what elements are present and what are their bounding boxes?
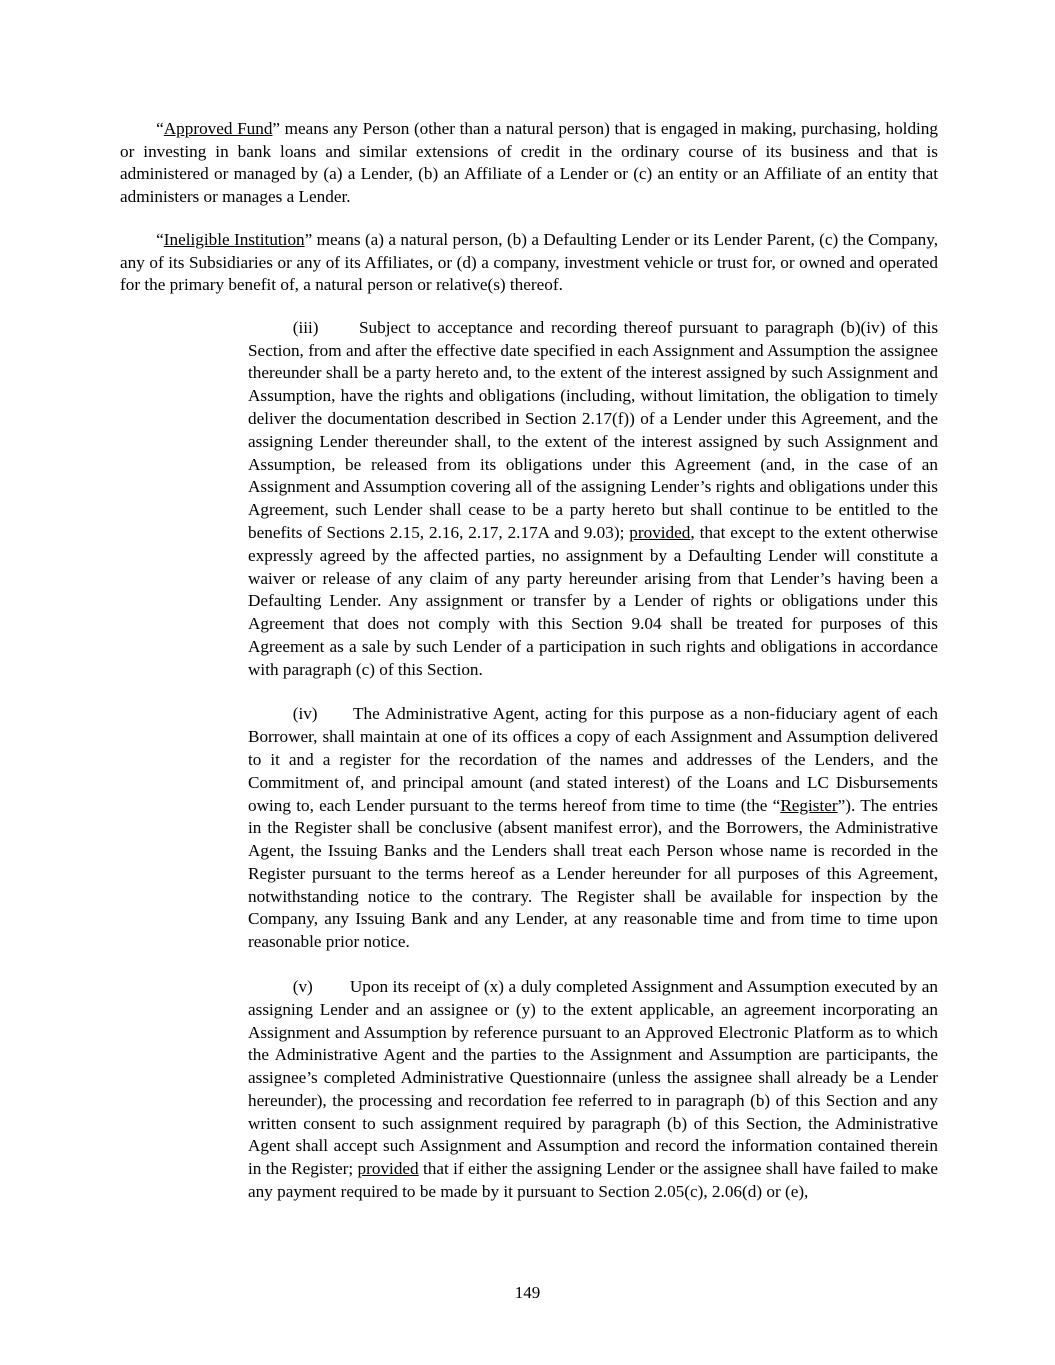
clause-marker-iv: (iv) xyxy=(292,704,318,724)
clause-v-seg-2: that if either the assigning Lender or the assignee shall have failed to make any payment required to be made by it pursuant to Section 2.05(c), 2.06(d) or (e), xyxy=(248,1159,939,1202)
quote-close: ” xyxy=(272,119,281,138)
page-body xyxy=(120,118,938,1226)
defined-term-ineligible-institution: Ineligible Institution xyxy=(163,229,305,249)
clause-v-seg-0: Upon its receipt of (x) a duly completed Assignment and Assumption executed by an assigning Lender and an assignee or (y) to the extent applicable, an agreement incorporating an Assignment and Assumption by reference pursuant to an Approved Electronic Platform as to which the Administrative Agent and the parties to the Assignment and Assumption are participants, the assignee’s completed Administrative Questionnaire (unless the assignee shall already be a Lender hereunder), the processing and recordation fee referred to in paragraph (b) of this Section and any written consent to such assignment required by paragraph (b) of this Section, the Administrative Agent shall accept such Assignment and Assumption and record the information contained therein in the Register; xyxy=(248,977,939,1179)
clause-iv-seg-2: ”). The entries in the Register shall be conclusive (absent manifest error), and the Borrowers, the Administrative Agent, the Issuing Banks and the Lenders shall treat each Person whose name is recorded in the Register pursuant to the terms hereof as a Lender hereunder for all purposes of this Agreement, notwithstanding notice to the contrary. The Register shall be available for inspection by the Company, any Issuing Bank and any Lender, at any reasonable time and from time to time upon reasonable prior notice. xyxy=(248,795,938,952)
clause-iii-seg-2: , that except to the extent otherwise expressly agreed by the affected parties, no assignment by a Defaulting Lender will constitute a waiver or release of any claim of any party hereunder arising from that Lender’s having been a Defaulting Lender. Any assignment or transfer by a Lender of rights or obligations under this Agreement that does not comply with this Section 9.04 shall be treated for purposes of this Agreement as a sale by such Lender of a participation in such rights and obligations in accordance with paragraph (c) of this Section. xyxy=(248,522,938,679)
definition-ineligible-institution xyxy=(120,229,938,297)
defined-term-approved-fund: Approved Fund xyxy=(163,119,273,138)
quote-open: “ xyxy=(156,119,164,138)
subparagraph-v xyxy=(120,976,938,1204)
page-number: 149 xyxy=(514,1283,541,1302)
defined-term-register: Register xyxy=(780,795,838,815)
clause-iii-proviso: provided xyxy=(629,522,691,542)
definition-approved-fund xyxy=(120,118,938,209)
subparagraph-iii xyxy=(120,317,938,682)
clause-iii-seg-0: Subject to acceptance and recording thereof pursuant to paragraph (b)(iv) of this Section, from and after the effective date specified in each Assignment and Assumption the assignee thereunder shall be a party hereto and, to the extent of the interest assigned by such Assignment and Assumption, have the rights and obligations (including, without limitation, the obligation to timely deliver the documentation described in Section 2.17(f)) of a Lender under this Agreement, and the assigning Lender thereunder shall, to the extent of the interest assigned by such Assignment and Assumption, be released from its obligations under this Agreement (and, in the case of an Assignment and Assumption covering all of the assigning Lender’s rights and obligations under this Agreement, such Lender shall cease to be a party hereto but shall continue to be entitled to the benefits of Sections 2.15, 2.16, 2.17, 2.17A and 9.03); xyxy=(248,317,939,542)
subparagraph-iv xyxy=(120,703,938,954)
definition-approved-fund-text: means any Person (other than a natural person) that is engaged in making, purchasing, holding or investing in bank loans and similar extensions of credit in the ordinary course of its business and that is administered or managed by (a) a Lender, (b) an Affiliate of a Lender or (c) an entity or an Affiliate of an entity that administers or manages a Lender. xyxy=(120,119,938,207)
clause-iv-seg-0: The Administrative Agent, acting for this purpose as a non-fiduciary agent of each Borrower, shall maintain at one of its offices a copy of each Assignment and Assumption delivered to it and a register for the recordation of the names and addresses of the Lenders, and the Commitment of, and principal amount (and stated interest) of the Loans and LC Disbursements owing to, each Lender pursuant to the terms hereof from time to time (the “ xyxy=(248,704,938,815)
definition-ineligible-institution-text: means (a) a natural person, (b) a Defaulting Lender or its Lender Parent, (c) the Company, any of its Subsidiaries or any of its Affiliates, or (d) a company, investment vehicle or trust for, or owned and operated for the primary benefit of, a natural person or relative(s) thereof. xyxy=(120,229,939,295)
quote-open: “ xyxy=(156,229,164,249)
clause-v-proviso: provided xyxy=(357,1159,419,1179)
quote-close: ” xyxy=(304,229,313,249)
clause-marker-v: (v) xyxy=(292,977,313,997)
clause-marker-iii: (iii) xyxy=(292,317,319,337)
